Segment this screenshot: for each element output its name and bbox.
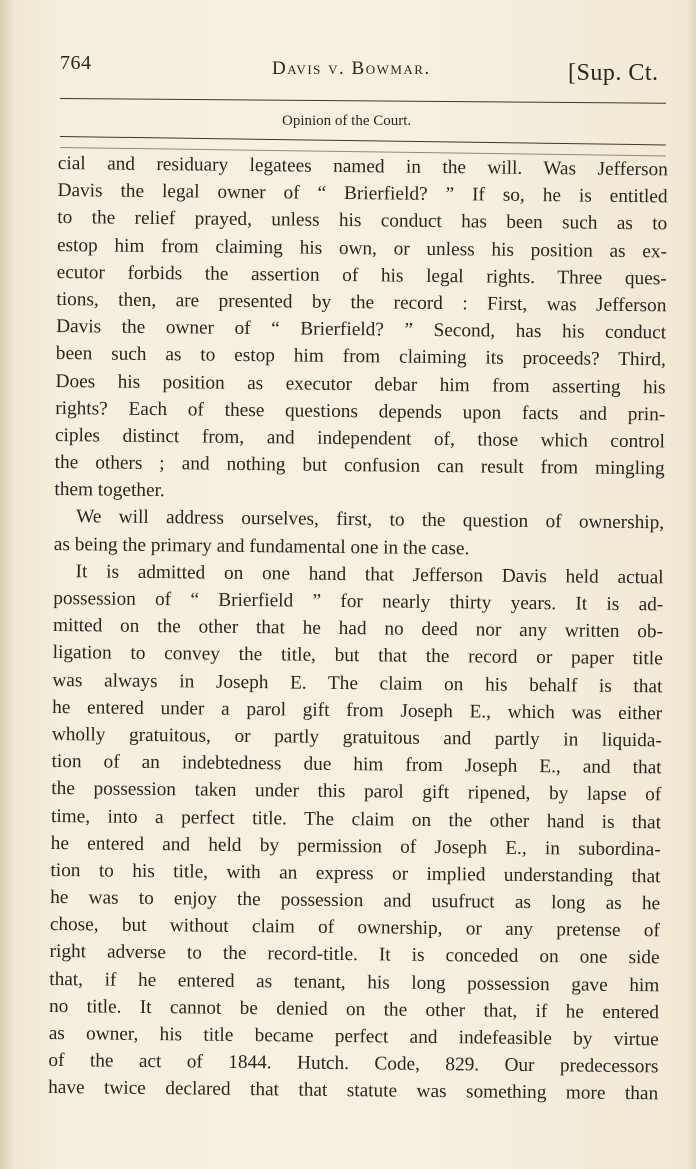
opinion-body-text	[48, 150, 668, 1108]
text-line: to the relief prayed, unless his conduct has been such as to	[57, 207, 668, 235]
text-line: mitted on the other that he had no deed nor any written ob-	[52, 615, 664, 643]
text-line: been such as to estop him from claiming its proceeds? Third,	[55, 343, 666, 371]
text-line: as being the primary and fundamental one in the case.	[53, 533, 470, 559]
text-line: the others ; and nothing but confusion can result from mingling	[54, 452, 665, 480]
text-line: chose, but without claim of ownership, or any pretense of	[49, 914, 660, 942]
text-line: Davis the legal owner of “ Brierfield? ” If so, he is entitled	[57, 180, 668, 208]
text-line: Davis the owner of “ Brierfield? ” Second, has his conduct	[56, 316, 667, 344]
text-line: them together.	[54, 479, 165, 502]
page-number: 764	[60, 52, 92, 74]
header-rule	[60, 98, 666, 104]
text-line: he entered under a parol gift from Joseph E., which was either	[52, 696, 663, 725]
court-label: [Sup. Ct.	[568, 60, 659, 86]
text-line: ecutor forbids the assertion of his legal rights. Three ques-	[56, 261, 667, 290]
text-line: he was to enjoy the possession and usufruct as long as he	[50, 887, 661, 915]
text-line: ciples distinct from, and independent of, those which control	[54, 424, 666, 453]
text-line: right adverse to the record-title. It is conceded on one side	[49, 941, 660, 969]
text-line: We will address ourselves, first, to the question of ownership,	[76, 506, 665, 534]
text-line: possession of “ Brierfield ” for nearly thirty years. It is ad-	[53, 587, 664, 616]
subheading-rule	[60, 136, 666, 145]
text-line: rights? Each of these questions depends upon facts and prin-	[55, 397, 666, 426]
text-line: tions, then, are presented by the record : First, was Jefferson	[56, 288, 667, 317]
opinion-subheading: Opinion of the Court.	[282, 113, 412, 129]
text-line: that, if he entered as tenant, his long possession gave him	[49, 968, 660, 996]
text-line: the possession taken under this parol gift ripened, by lapse of	[51, 778, 662, 806]
page-left-edge	[0, 0, 14, 1169]
text-line: ligation to convey the title, but that the record or paper title	[52, 642, 663, 670]
case-title: Davis v. Bowmar.	[272, 58, 431, 79]
text-line: time, into a perfect title. The claim on the other hand is that	[50, 805, 662, 833]
text-line: was always in Joseph E. The claim on his behalf is that	[52, 669, 663, 697]
page-right-edge	[686, 0, 696, 1169]
text-line: no title. It cannot be denied on the other that, if he entered	[48, 995, 660, 1024]
text-line: cial and residuary legatees named in the will. Was Jefferson	[57, 152, 668, 181]
text-line: tion to his title, with an express or implied understanding that	[50, 859, 661, 888]
text-line: of the act of 1844. Hutch. Code, 829. Our predecessors	[48, 1050, 659, 1078]
text-line: tion of an indebtedness due him from Joseph E., and that	[51, 751, 662, 779]
text-line: he entered and held by permission of Joseph E., in subordina-	[50, 832, 661, 861]
text-line: wholly gratuitous, or partly gratuitous and partly in liquida-	[51, 723, 662, 752]
text-line: as owner, his title became perfect and indefeasible by virtue	[48, 1022, 659, 1051]
text-line: Does his position as executor debar him from asserting his	[55, 370, 666, 398]
text-line: estop him from claiming his own, or unless his position as ex-	[56, 234, 668, 262]
text-line: It is admitted on one hand that Jefferson Davis held actual	[75, 561, 664, 589]
text-line: have twice declared that that statute was something more than	[48, 1077, 659, 1105]
